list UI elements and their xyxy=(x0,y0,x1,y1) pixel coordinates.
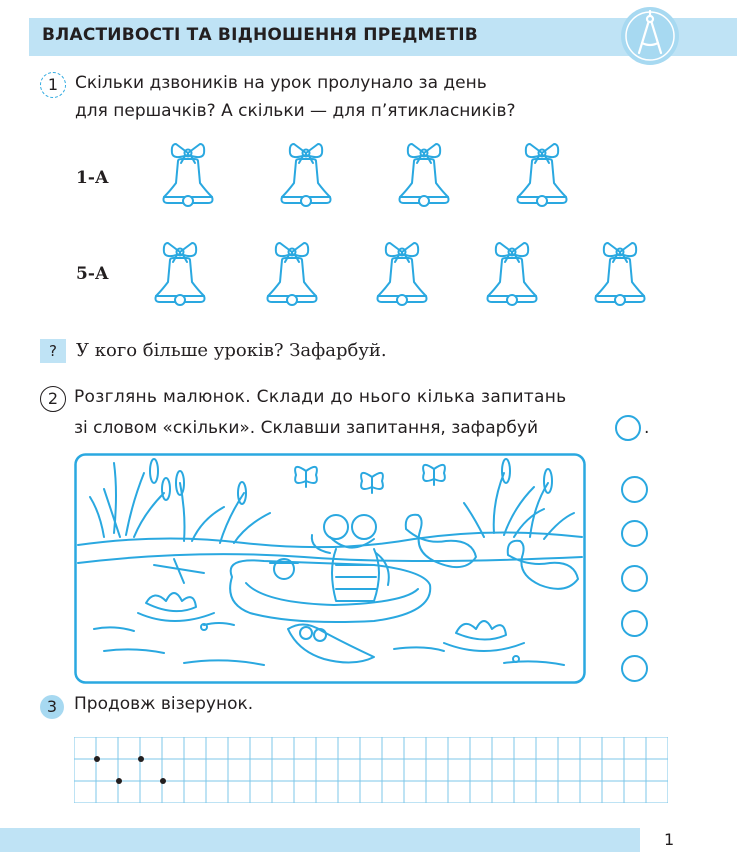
bell-icon[interactable] xyxy=(276,139,336,211)
answer-circle[interactable] xyxy=(621,610,648,637)
class-label-1a: 1-А xyxy=(76,168,109,188)
task-3-text: Продовж візерунок. xyxy=(74,694,254,714)
task-2-number: 2 xyxy=(40,386,66,412)
answer-circle[interactable] xyxy=(621,476,648,503)
bell-icon[interactable] xyxy=(590,238,650,310)
answer-circle[interactable] xyxy=(621,655,648,682)
bell-icon[interactable] xyxy=(482,238,542,310)
bell-icon[interactable] xyxy=(150,238,210,310)
bell-icon[interactable] xyxy=(512,139,572,211)
question-badge: ? xyxy=(40,339,66,363)
answer-circle[interactable] xyxy=(621,520,648,547)
bell-icon[interactable] xyxy=(372,238,432,310)
task-1-number: 1 xyxy=(40,72,66,98)
task-1-text-line-1: Скільки дзвоників на урок пролунало за день xyxy=(75,73,487,93)
section-title: ВЛАСТИВОСТІ ТА ВІДНОШЕННЯ ПРЕДМЕТІВ xyxy=(42,25,478,45)
task-1-text-line-2: для першачків? А скільки — для п’ятикласників? xyxy=(75,101,516,121)
bell-icon[interactable] xyxy=(158,139,218,211)
compass-icon xyxy=(619,5,681,67)
pattern-grid[interactable] xyxy=(74,737,668,803)
page-number: 1 xyxy=(664,830,675,849)
class-label-5a: 5-А xyxy=(76,264,109,284)
bell-icon[interactable] xyxy=(394,139,454,211)
pond-illustration xyxy=(74,453,586,684)
task-1-question: У кого більше уроків? Зафарбуй. xyxy=(76,340,387,361)
task-2-period: . xyxy=(644,418,650,438)
inline-answer-circle xyxy=(615,415,641,441)
bell-icon[interactable] xyxy=(262,238,322,310)
task-3-number: 3 xyxy=(40,695,64,719)
task-2-text-line-1: Розглянь малюнок. Склади до нього кілька запитань xyxy=(74,387,567,407)
footer-band xyxy=(0,828,640,852)
task-2-text-line-2: зі словом «скільки». Склавши запитання, зафарбуй xyxy=(74,418,539,438)
answer-circle[interactable] xyxy=(621,565,648,592)
